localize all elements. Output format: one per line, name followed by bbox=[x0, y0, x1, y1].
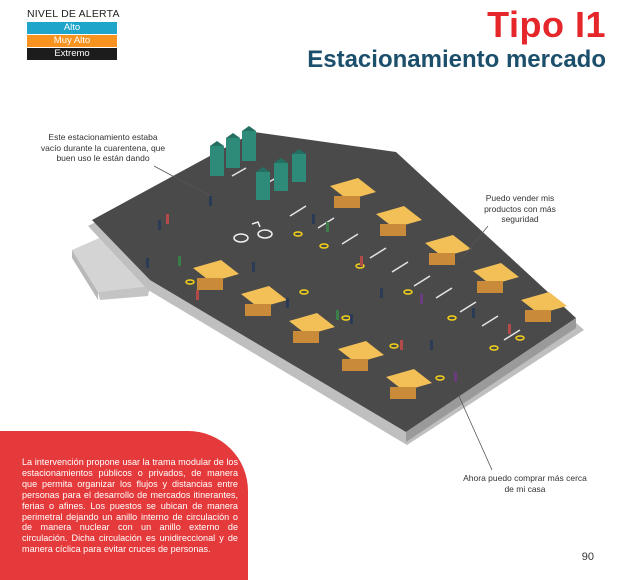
lot-asphalt bbox=[92, 132, 576, 432]
page-number: 90 bbox=[581, 551, 594, 563]
legend-level-muy-alto: Muy Alto bbox=[27, 35, 117, 47]
callout-empty-lot: Este estacionamiento estaba vacío durante la cuarentena, que buen uso le están dando bbox=[40, 132, 166, 163]
info-text: La intervención propone usar la trama modular de los estacionamientos públicos o privados, de manera que permita organizar los flujos y distancias entre personas para el desarrollo de mercados itinerantes, ferias o afines. Los puestos se ubican de manera perimetral dejando un anillo interno de circulación o de manera nuclear con un anillo externo de circulación. Dicha circulación es unidireccional y de manera cíclica para evitar cruces de personas. bbox=[22, 457, 238, 555]
callout-vendor: Puedo vender mis productos con más seguridad bbox=[484, 193, 556, 224]
legend-level-extremo: Extremo bbox=[27, 48, 117, 60]
info-box bbox=[0, 431, 248, 580]
legend-title: NIVEL DE ALERTA bbox=[27, 8, 120, 20]
page-title: Tipo I1 bbox=[487, 4, 606, 45]
callout-buyer: Ahora puedo comprar más cerca de mi casa bbox=[463, 473, 587, 494]
legend-level-alto: Alto bbox=[27, 22, 117, 34]
page-subtitle: Estacionamiento mercado bbox=[307, 46, 606, 73]
